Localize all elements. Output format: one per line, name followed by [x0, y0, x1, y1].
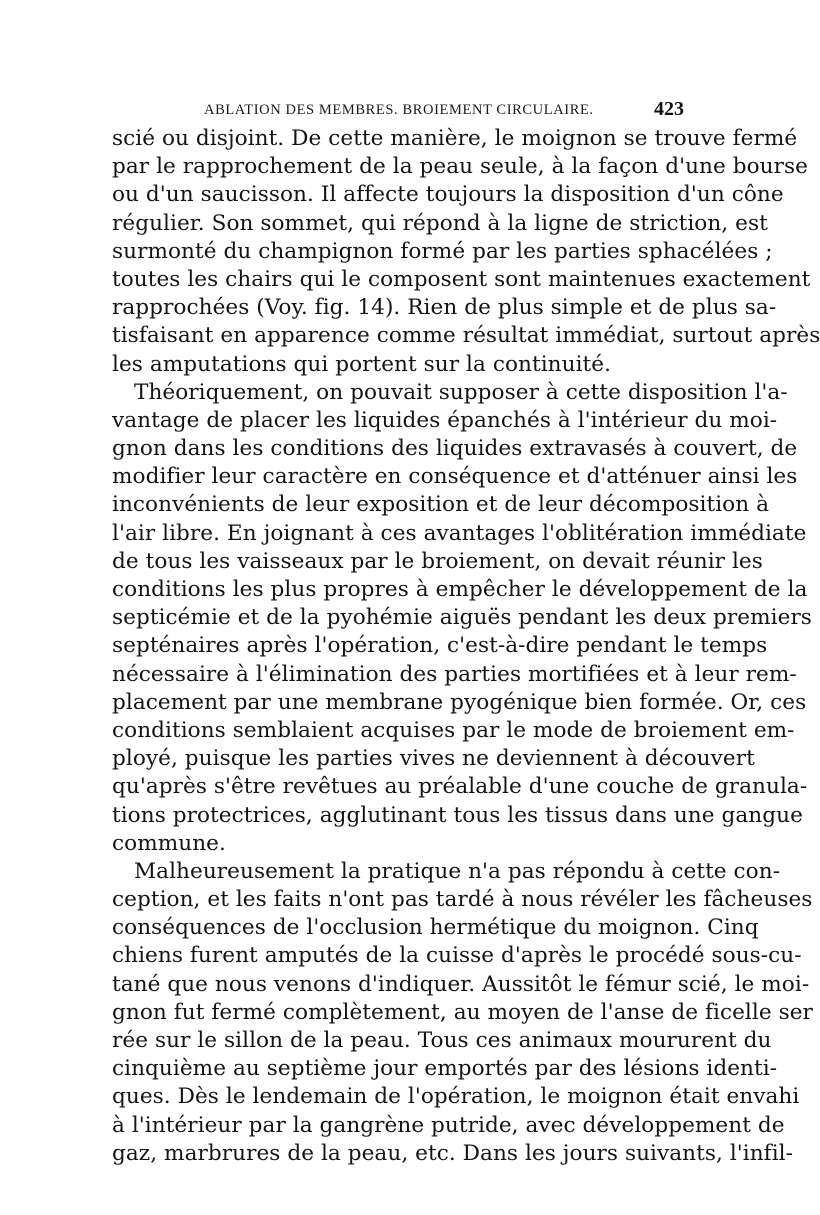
text-line: gnon dans les conditions des liquides extravasés à couvert, de [112, 436, 798, 462]
text-line: cinquième au septième jour emportés par des lésions identi- [112, 1056, 778, 1082]
text-line: ou d'un saucisson. Il affecte toujours la disposition d'un cône [112, 182, 784, 208]
text-line: conséquences de l'occlusion hermétique du moignon. Cinq [112, 915, 759, 941]
paragraph-end-line: les amputations qui portent sur la continuité. [112, 351, 611, 377]
text-line: vantage de placer les liquides épanchés à l'intérieur du moi- [112, 407, 778, 433]
text-line: de tous les vaisseaux par le broiement, on devait réunir les [112, 548, 763, 574]
text-line: rapprochées (Voy. fig. 14). Rien de plus simple et de plus sa- [112, 295, 777, 321]
text-line: toutes les chairs qui le composent sont maintenues exactement [112, 266, 811, 292]
text-line: modifier leur caractère en conséquence et d'atténuer ainsi les [112, 464, 798, 490]
text-line: conditions les plus propres à empêcher le développement de la [112, 577, 808, 602]
text-line: nécessaire à l'élimination des parties mortifiées et à leur rem- [112, 661, 797, 687]
body-text [112, 125, 820, 1168]
text-line: ception, et les faits n'ont pas tardé à nous révéler les fâcheuses [112, 887, 813, 913]
text-line: régulier. Son sommet, qui répond à la ligne de striction, est [112, 210, 768, 236]
text-line: placement par une membrane pyogénique bien formée. Or, ces [112, 689, 807, 715]
text-line: qu'après s'être revêtues au préalable d'une couche de granula- [112, 774, 808, 800]
text-line: l'air libre. En joignant à ces avantages l'oblitération immédiate [112, 520, 807, 546]
paragraph-end-line: commune. [112, 830, 226, 856]
text-line: conditions semblaient acquises par le mode de broiement em- [112, 717, 795, 743]
text-line: tions protectrices, agglutinant tous les tissus dans une gangue [112, 802, 803, 828]
text-line: ques. Dès le lendemain de l'opération, le moignon était envahi [112, 1084, 800, 1110]
text-line: septicémie et de la pyohémie aiguës pendant les deux premiers [112, 605, 812, 631]
text-line: chiens furent amputés de la cuisse d'après le procédé sous-cu- [112, 943, 802, 969]
text-line: ployé, puisque les parties vives ne deviennent à découvert [112, 746, 755, 772]
text-line: tisfaisant en apparence comme résultat immédiat, surtout après [112, 323, 820, 349]
page-number: 423 [654, 98, 684, 120]
text-line: surmonté du champignon formé par les parties sphacélées ; [112, 238, 773, 264]
text-line: septénaires après l'opération, c'est-à-dire pendant le temps [112, 633, 768, 659]
text-line: scié ou disjoint. De cette manière, le moignon se trouve fermé [112, 126, 798, 151]
text-line: gnon fut fermé complètement, au moyen de l'anse de ficelle ser [112, 999, 813, 1025]
text-line: gaz, marbrures de la peau, etc. Dans les jours suivants, l'infil- [112, 1140, 793, 1166]
running-head: ABLATION DES MEMBRES. BROIEMENT CIRCULAIRE. [204, 102, 594, 118]
paragraph-start-line: Malheureusement la pratique n'a pas répondu à cette con- [134, 858, 781, 884]
text-line: tané que nous venons d'indiquer. Aussitôt le fémur scié, le moi- [112, 971, 810, 997]
text-line: par le rapprochement de la peau seule, à la façon d'une bourse [112, 154, 808, 180]
text-line: inconvénients de leur exposition et de leur décomposition à [112, 492, 770, 518]
page-header [112, 98, 684, 122]
text-line: à l'intérieur par la gangrène putride, avec développement de [112, 1112, 785, 1138]
paragraph-start-line: Théoriquement, on pouvait supposer à cette disposition l'a- [134, 379, 788, 405]
text-line: rée sur le sillon de la peau. Tous ces animaux moururent du [112, 1028, 772, 1053]
